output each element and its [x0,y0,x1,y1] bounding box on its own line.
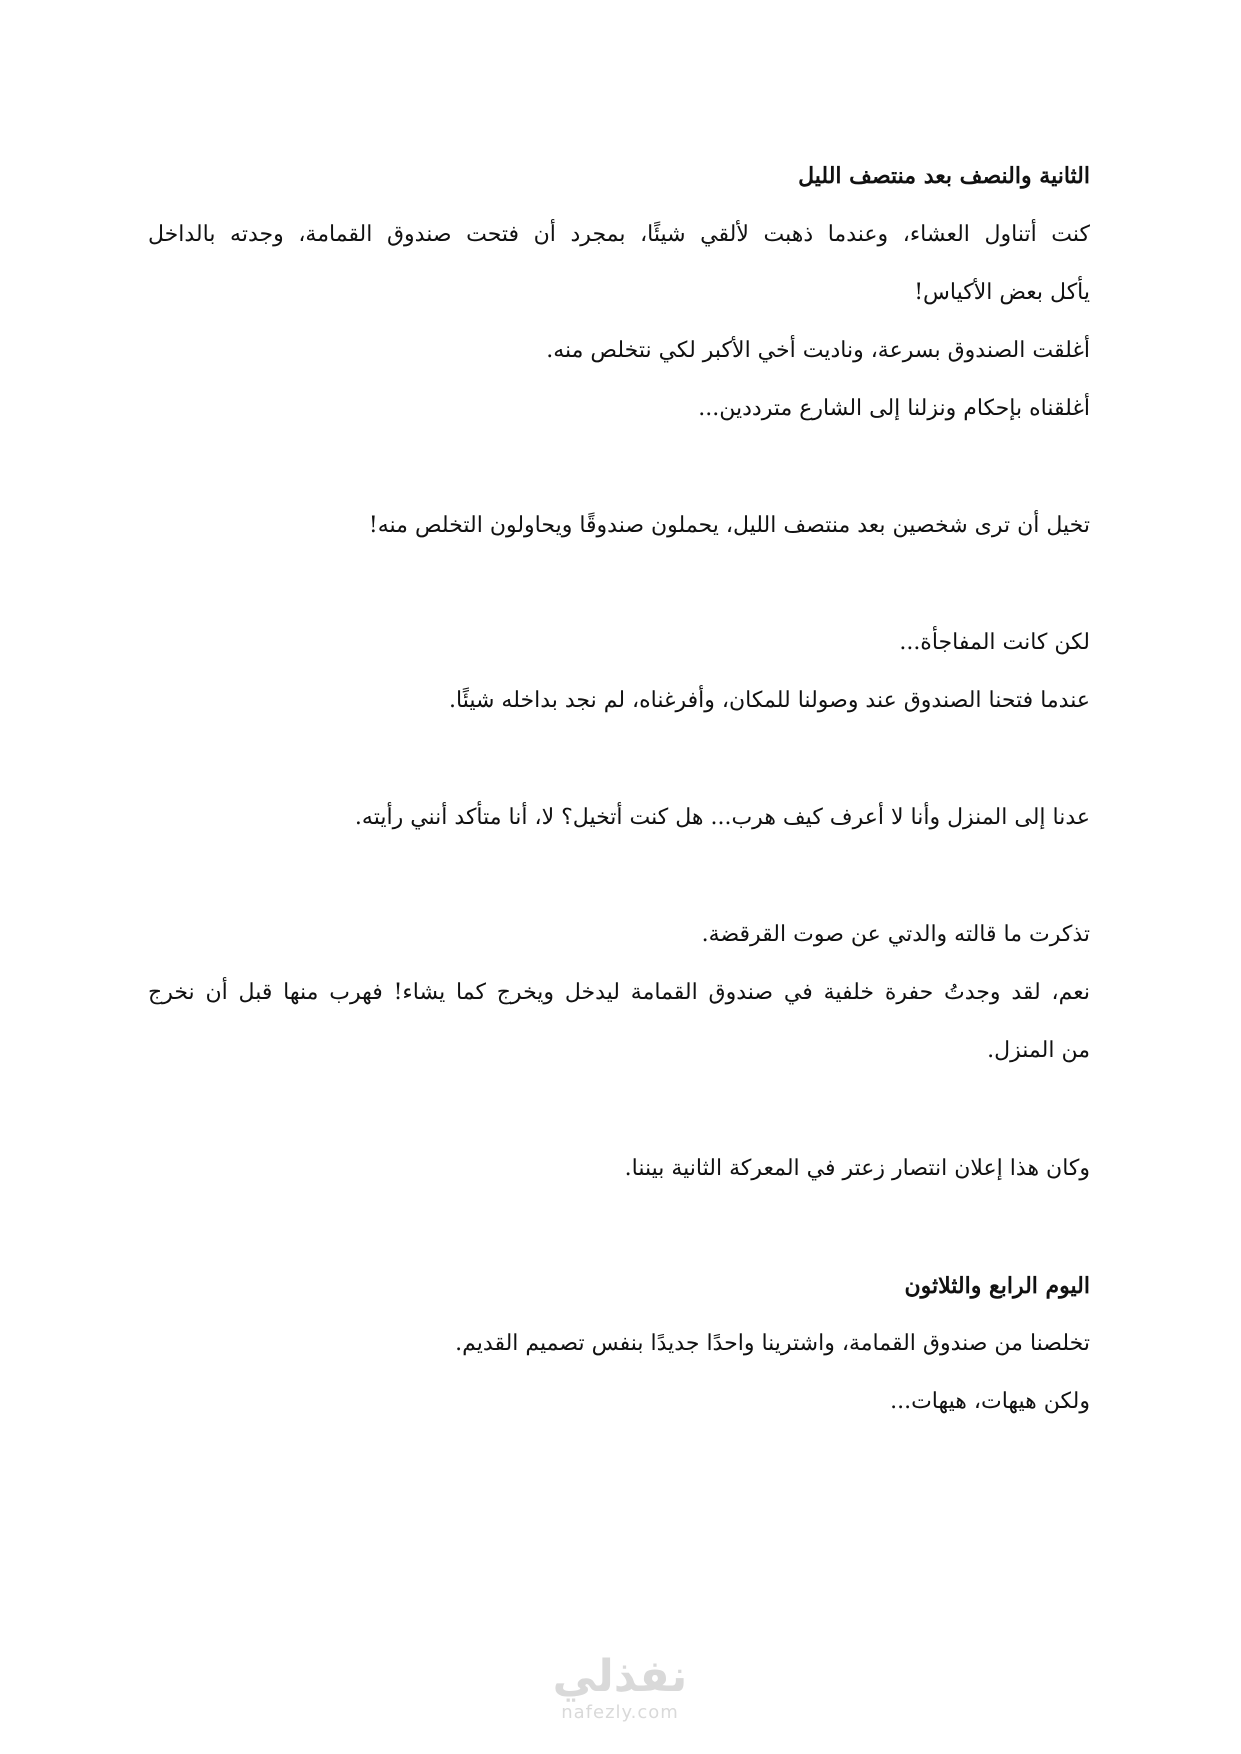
paragraph-line: أغلقت الصندوق بسرعة، وناديت أخي الأكبر لكي نتخلص منه. [546,338,1090,363]
paragraph-line: تذكرت ما قالته والدتي عن صوت القرقضة. [701,922,1090,947]
paragraph-line: أغلقناه بإحكام ونزلنا إلى الشارع مترددين... [698,396,1090,421]
paragraph-line: كنت أتناول العشاء، وعندما ذهبت لألقي شيئًا، بمجرد أن فتحت صندوق القمامة، وجدته بالداخل [148,222,1090,247]
section-heading-day: اليوم الرابع والثلاثون [904,1273,1090,1299]
paragraph-line: تخلصنا من صندوق القمامة، واشترينا واحدًا جديدًا بنفس تصميم القديم. [455,1331,1090,1356]
watermark-latin: nafezly.com [561,1702,679,1723]
paragraph-line: لكن كانت المفاجأة... [899,630,1090,655]
nafezly-watermark-logo [520,1652,720,1724]
paragraph-line: عندما فتحنا الصندوق عند وصولنا للمكان، وأفرغناه، لم نجد بداخله شيئًا. [449,688,1090,713]
watermark-arabic: نفذلي [552,1651,688,1702]
paragraph-line: ولكن هيهات، هيهات... [890,1389,1090,1414]
section-heading-time: الثانية والنصف بعد منتصف الليل [798,163,1090,189]
paragraph-line: يأكل بعض الأكياس! [914,280,1090,305]
paragraph-line: نعم، لقد وجدتُ حفرة خلفية في صندوق القمامة ليدخل ويخرج كما يشاء! فهرب منها قبل أن نخرج [148,980,1090,1005]
paragraph-line: تخيل أن ترى شخصين بعد منتصف الليل، يحملون صندوقًا ويحاولون التخلص منه! [368,513,1090,538]
paragraph-line: من المنزل. [987,1038,1090,1063]
paragraph-line: عدنا إلى المنزل وأنا لا أعرف كيف هرب... هل كنت أتخيل؟ لا، أنا متأكد أنني رأيته. [354,805,1090,830]
paragraph-line: وكان هذا إعلان انتصار زعتر في المعركة الثانية بيننا. [624,1156,1090,1181]
document-page [148,0,1090,1754]
